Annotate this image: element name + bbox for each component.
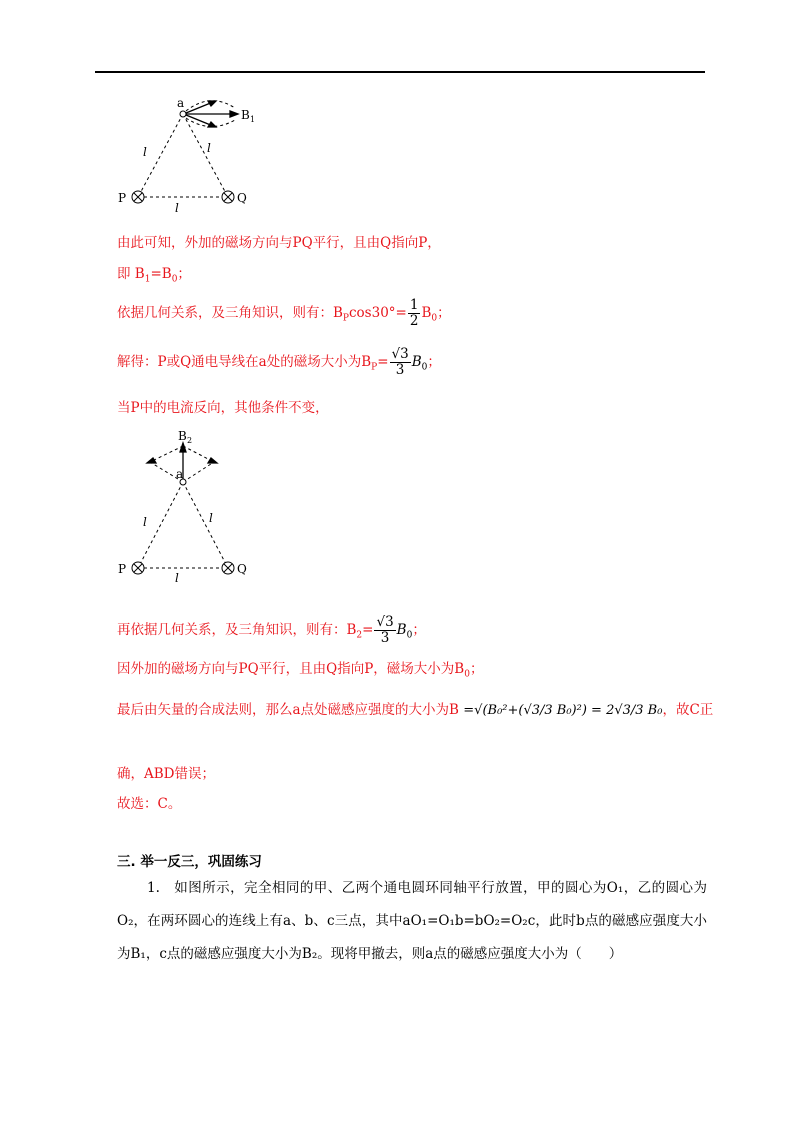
label-b1-sub: 1 bbox=[250, 115, 256, 124]
text-line-4: 解得：P或Q通电导线在a处的磁场大小为$B_P=$ $\frac{√3}{3}$ $B_0$； bbox=[117, 346, 441, 378]
fraction-half: $\frac{1}{2}$ bbox=[409, 297, 419, 329]
wire-q bbox=[222, 562, 234, 574]
triangle-diagram-1 bbox=[110, 92, 270, 217]
label-b2: B bbox=[178, 429, 187, 443]
fraction-sqrt3-over-3: $\frac{√3}{3}$ bbox=[376, 614, 394, 646]
fraction-sqrt3-over-3: $\frac{√3}{3}$ bbox=[391, 346, 409, 378]
side-qa bbox=[183, 482, 228, 568]
text-line-9: 确，ABD错误； bbox=[117, 766, 215, 782]
label-l-right: l bbox=[207, 141, 211, 155]
label-l-bottom: l bbox=[175, 201, 179, 215]
text-line-5: 当P中的电流反向，其他条件不变， bbox=[117, 400, 329, 416]
wire-p bbox=[132, 191, 144, 203]
text-line-2: 即 $B_1=B_0$； bbox=[117, 266, 191, 285]
label-b1: B bbox=[241, 108, 250, 122]
triangle-diagram-2 bbox=[110, 426, 270, 586]
question-1: 1. 如图所示，完全相同的甲、乙两个通电圆环同轴平行放置，甲的圆心为O₁，乙的圆心为O₂，在两环圆心的连线上有a、b、c三点，其中aO₁=O₁b=bO₂=O₂c，此时b点的磁感应强度大小为B₁，c点的磁感应强度大小为B₂。现将甲撤去，则a点的磁感应强度大小为（ ） bbox=[117, 880, 707, 962]
header-rule bbox=[95, 71, 705, 73]
label-q: Q bbox=[237, 191, 247, 205]
label-p: P bbox=[118, 562, 127, 576]
point-a bbox=[180, 111, 186, 117]
text-line-3: 依据几何关系，及三角知识，则有：$B_P\cos 30^\circ=$ $\frac{1}{2}$ $B_0$； bbox=[117, 297, 451, 329]
side-qa bbox=[183, 114, 228, 197]
formula-resultant: =√(B₀²+(√3/3 B₀)²) = 2√3/3 B₀ bbox=[463, 703, 663, 718]
wire-p bbox=[132, 562, 144, 574]
label-l-right: l bbox=[209, 511, 213, 525]
text-line-7: 因外加的磁场方向与PQ平行，且由Q指向P，磁场大小为$B_0$； bbox=[117, 661, 484, 680]
text-line-8: 最后由矢量的合成法则，那么a点处磁感应强度的大小为B =√(B₀²+(√3/3 B₀)²) = 2√3/3 B₀，故C正 bbox=[117, 702, 714, 718]
text-line-1: 由此可知，外加的磁场方向与PQ平行，且由Q指向P， bbox=[117, 235, 441, 251]
label-l-bottom: l bbox=[175, 571, 179, 585]
label-b2-sub: 2 bbox=[187, 436, 193, 445]
label-p: P bbox=[118, 191, 127, 205]
text-line-10: 故选：C。 bbox=[117, 796, 182, 812]
label-l-left: l bbox=[143, 145, 147, 159]
label-a: a bbox=[176, 467, 184, 481]
label-l-left: l bbox=[143, 515, 147, 529]
label-a: a bbox=[177, 96, 185, 110]
text-line-6: 再依据几何关系，及三角知识，则有：$B_2=$ $\frac{√3}{3}$ $B_0$； bbox=[117, 614, 426, 646]
section-title: 三. 举一反三，巩固练习 bbox=[117, 854, 262, 870]
wire-q bbox=[222, 191, 234, 203]
label-q: Q bbox=[237, 562, 247, 576]
